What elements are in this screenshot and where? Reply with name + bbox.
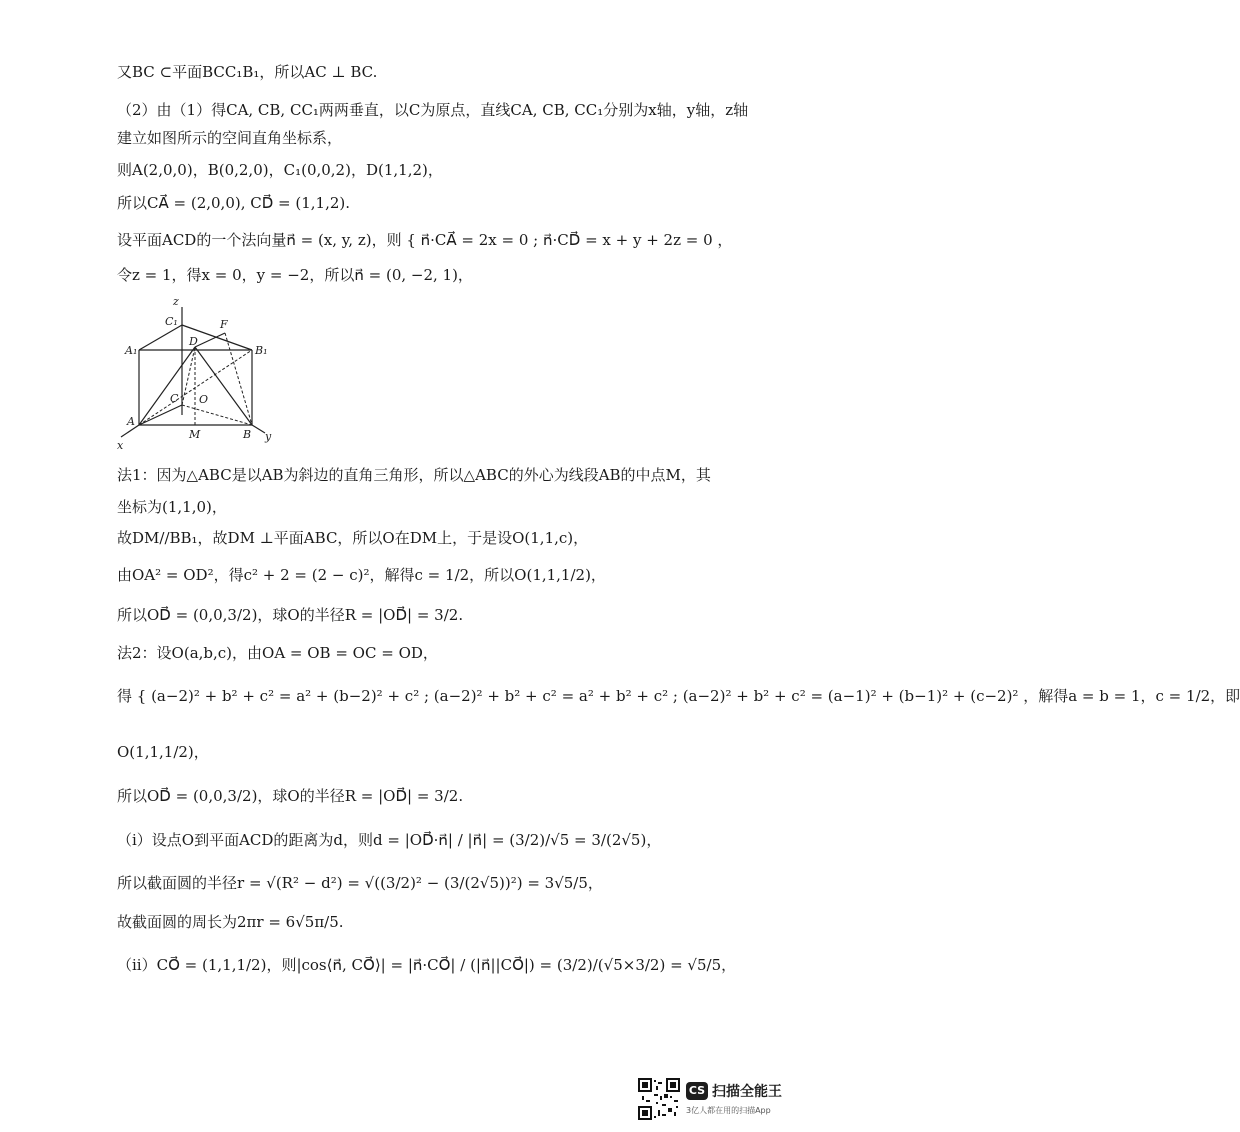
label-c1: C₁ — [165, 315, 178, 328]
label-b1: B₁ — [255, 344, 268, 357]
qr-code-icon — [638, 1078, 680, 1120]
line-19: 故截面圆的周长为2πr = 6√5π/5. — [117, 913, 344, 931]
line-14: 得 { (a−2)² + b² + c² = a² + (b−2)² + c² ; (a−2)² + b² + c² = a² + b² + c² ; (a−2)² + b² + c² = (a−1)² + (b−1)² + (c−2)² ，解得a = b = 1，c = 1/2，即 — [117, 687, 1240, 705]
line-6: 设平面ACD的一个法向量n⃗ = (x, y, z)，则 { n⃗·CA⃗ = 2x = 0 ; n⃗·CD⃗ = x + y + 2z = 0 ， — [117, 231, 733, 249]
line-3: 建立如图所示的空间直角坐标系， — [117, 129, 343, 147]
line-5: 所以CA⃗ = (2,0,0), CD⃗ = (1,1,2). — [117, 194, 351, 212]
line-18: 所以截面圆的半径r = √(R² − d²) = √((3/2)² − (3/(2√5))²) = 3√5/5， — [117, 874, 603, 892]
segment-cb — [182, 405, 252, 425]
segment-fb — [225, 333, 252, 425]
line-20: （ii）CO⃗ = (1,1,1/2)，则|cos⟨n⃗, CO⃗⟩| = |n⃗·CO⃗| / (|n⃗||CO⃗|) = (3/2)/(√5×3/2) = √5/5， — [117, 956, 737, 974]
line-12: 所以OD⃗ = (0,0,3/2)，球O的半径R = |OD⃗| = 3/2. — [117, 606, 464, 624]
camscanner-logo: CS — [686, 1082, 708, 1100]
line-10: 故DM//BB₁，故DM ⊥平面ABC，所以O在DM上，于是设O(1,1,c)， — [117, 529, 589, 547]
label-c: C — [170, 392, 179, 405]
app-name: 扫描全能王 — [712, 1084, 782, 1100]
label-z: z — [173, 295, 179, 308]
label-f: F — [220, 318, 228, 331]
line-2: （2）由（1）得CA, CB, CC₁两两垂直，以C为原点，直线CA, CB, CC₁分别为x轴，y轴，z轴 — [117, 101, 749, 119]
label-d: D — [189, 335, 198, 348]
segment-ad — [139, 347, 195, 425]
line-17: （i）设点O到平面ACD的距离为d，则d = |OD⃗·n⃗| / |n⃗| = (3/2)/√5 = 3/(2√5)， — [117, 831, 662, 849]
label-a1: A₁ — [125, 344, 138, 357]
line-13: 法2：设O(a,b,c)，由OA = OB = OC = OD， — [117, 644, 438, 662]
edge-c1-a1 — [139, 325, 182, 350]
line-8: 法1：因为△ABC是以AB为斜边的直角三角形，所以△ABC的外心为线段AB的中点M，其 — [117, 466, 711, 484]
line-15: O(1,1,1/2)， — [117, 743, 209, 761]
label-x: x — [117, 439, 124, 452]
geometry-figure — [115, 295, 295, 459]
label-a: A — [127, 415, 135, 428]
label-o: O — [199, 393, 209, 406]
line-1: 又BC ⊂平面BCC₁B₁，所以AC ⊥ BC. — [117, 63, 378, 81]
label-m: M — [189, 428, 201, 441]
line-11: 由OA² = OD²，得c² + 2 = (2 − c)²，解得c = 1/2，所以O(1,1,1/2)， — [117, 566, 606, 584]
line-7: 令z = 1，得x = 0，y = −2，所以n⃗ = (0, −2, 1)， — [117, 266, 473, 284]
label-b: B — [243, 428, 252, 441]
y-axis — [252, 425, 265, 433]
line-9: 坐标为(1,1,0)， — [117, 498, 227, 516]
scanner-watermark — [638, 1078, 788, 1122]
label-y: y — [265, 430, 272, 443]
prism-diagram — [115, 295, 295, 455]
app-tagline: 3亿人都在用的扫描App — [686, 1106, 771, 1115]
line-16: 所以OD⃗ = (0,0,3/2)，球O的半径R = |OD⃗| = 3/2. — [117, 787, 464, 805]
line-4: 则A(2,0,0)，B(0,2,0)，C₁(0,0,2)，D(1,1,2)， — [117, 161, 443, 179]
segment-bd — [195, 347, 252, 425]
